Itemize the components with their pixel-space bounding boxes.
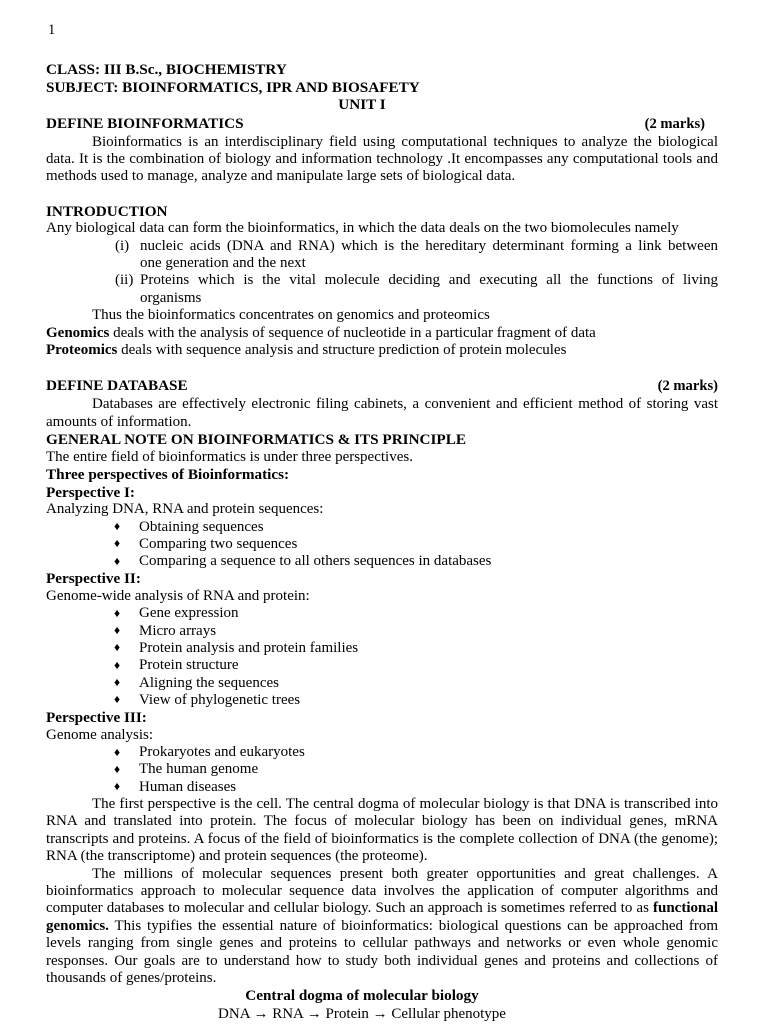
list-item	[46, 553, 718, 570]
perspective-3-subtitle: Genome analysis:	[46, 726, 154, 743]
perspective-2-title: Perspective II:	[46, 570, 141, 588]
list-item	[46, 640, 718, 657]
define-bioinformatics-heading: DEFINE BIOINFORMATICS	[46, 114, 244, 132]
diamond-bullet-icon: ♦	[114, 536, 121, 551]
roman-marker: (ii)	[115, 272, 134, 289]
diamond-bullet-icon: ♦	[114, 623, 121, 638]
roman-marker: (i)	[115, 237, 130, 254]
genomics-text: deals with the analysis of sequence of nucleotide in a particular fragment of data	[109, 324, 596, 341]
diamond-bullet-icon: ♦	[114, 657, 121, 672]
perspective-3-title: Perspective III:	[46, 709, 147, 727]
list-item-label: Gene expression	[139, 605, 239, 622]
genomics-label: Genomics	[46, 324, 110, 341]
roman-list-item	[46, 238, 718, 273]
list-item-label: Comparing a sequence to all others sequences in databases	[139, 553, 492, 570]
list-item-label: Human diseases	[139, 778, 237, 795]
define-bioinformatics-heading-row	[46, 114, 718, 134]
define-bioinformatics-body: Bioinformatics is an interdisciplinary field using computational techniques to analyze the biological data. It is the combination of biology and information technology .It encompasses any computational tools and methods used to manage, analyze and manipulate large sets of biological data.	[46, 133, 718, 185]
general-note-paragraph-1: The first perspective is the cell. The central dogma of molecular biology is that DNA is transcribed into RNA and translated into protein. The focus of molecular biology has been on individual genes, mRNA transcripts and proteins. A focus of the field of bioinformatics is the complete collection of DNA (the genome); RNA (the transcriptome) and protein sequences (the proteome).	[46, 795, 718, 865]
diamond-bullet-icon: ♦	[114, 675, 121, 690]
roman-text	[140, 272, 718, 307]
define-database-heading: DEFINE DATABASE	[46, 377, 188, 395]
perspective-1-title: Perspective I:	[46, 483, 135, 501]
define-database-heading-row	[46, 376, 718, 396]
roman-text	[140, 238, 718, 273]
list-item	[46, 779, 718, 796]
list-item-label: View of phylogenetic trees	[139, 691, 301, 708]
central-dogma-title: Central dogma of molecular biology	[245, 987, 479, 1005]
diamond-bullet-icon: ♦	[114, 605, 121, 620]
spacer	[46, 359, 718, 376]
list-item	[46, 761, 718, 778]
list-item	[46, 744, 718, 761]
document-body	[46, 61, 718, 1023]
class-line: CLASS: III B.Sc., BIOCHEMISTRY	[46, 61, 287, 78]
general-note-paragraph-2	[46, 866, 718, 988]
list-item-label: Comparing two sequences	[139, 535, 298, 552]
spacer	[46, 186, 718, 203]
page-number: 1	[48, 22, 56, 38]
roman-line: organisms	[140, 289, 202, 306]
list-item	[46, 605, 718, 622]
list-item-label: Aligning the sequences	[139, 674, 279, 691]
diamond-bullet-icon: ♦	[114, 519, 121, 534]
list-item-label: Micro arrays	[139, 622, 217, 639]
perspective-1-bullet-list	[46, 519, 718, 571]
list-item	[46, 623, 718, 640]
introduction-lead: Any biological data can form the bioinformatics, in which the data deals on the two biomolecules namely	[46, 220, 679, 237]
list-item-label: Protein structure	[139, 657, 239, 674]
general-note-intro: The entire field of bioinformatics is under three perspectives.	[46, 448, 413, 465]
three-perspectives-heading: Three perspectives of Bioinformatics:	[46, 466, 290, 484]
define-database-marks: (2 marks)	[657, 378, 718, 395]
paragraph-2-part-2: This typifies the essential nature of bioinformatics: biological questions can be approached from levels ranging from single genes and proteins to cellular pathways and networks or even whole genomic responses. Our goals are to understand how to study both individual genes and proteins and collections of thousands of genes/proteins.	[46, 917, 718, 987]
proteomics-text: deals with sequence analysis and structure prediction of protein molecules	[117, 342, 567, 359]
define-database-body: Databases are effectively electronic filing cabinets, a convenient and efficient method of storing vast amounts of information.	[46, 396, 718, 430]
introduction-heading: INTRODUCTION	[46, 202, 168, 220]
general-note-heading: GENERAL NOTE ON BIOINFORMATICS & ITS PRINCIPLE	[46, 431, 466, 449]
perspective-2-bullet-list	[46, 605, 718, 709]
roman-line: Proteins which is the vital molecule deciding and executing all the functions of living	[140, 272, 718, 289]
roman-list-item	[46, 272, 718, 307]
list-item-label: Obtaining sequences	[139, 518, 264, 535]
list-item-label: Prokaryotes and eukaryotes	[139, 744, 305, 761]
functional-genomics-term: functional genomics.	[46, 900, 718, 934]
paragraph-2-part-1: The millions of molecular sequences present both greater opportunities and great challenges. A bioinformatics approach to molecular sequence data involves the application of computer algorithms and computer databases to molecular and cellular biology. Such an approach is sometimes referred to as	[46, 865, 718, 917]
unit-line: UNIT I	[338, 96, 386, 113]
central-dogma-flow: DNA → RNA → Protein → Cellular phenotype	[218, 1006, 506, 1023]
list-item	[46, 519, 718, 536]
diamond-bullet-icon: ♦	[114, 692, 121, 707]
diamond-bullet-icon: ♦	[114, 779, 121, 794]
list-item-label: The human genome	[139, 761, 259, 778]
proteomics-line	[46, 342, 718, 359]
diamond-bullet-icon: ♦	[114, 761, 121, 776]
diamond-bullet-icon: ♦	[114, 553, 121, 568]
list-item-label: Protein analysis and protein families	[139, 639, 359, 656]
list-item	[46, 536, 718, 553]
subject-line: SUBJECT: BIOINFORMATICS, IPR AND BIOSAFETY	[46, 78, 420, 96]
introduction-thus-line: Thus the bioinformatics concentrates on genomics and proteomics	[92, 307, 490, 324]
list-item	[46, 692, 718, 709]
proteomics-label: Proteomics	[46, 342, 118, 359]
perspective-1-subtitle: Analyzing DNA, RNA and protein sequences:	[46, 501, 324, 518]
genomics-line	[46, 325, 718, 342]
roman-line: nucleic acids (DNA and RNA) which is the hereditary determinant forming a link between	[140, 237, 718, 254]
perspective-2-subtitle: Genome-wide analysis of RNA and protein:	[46, 587, 310, 604]
list-item	[46, 657, 718, 674]
define-bioinformatics-marks: (2 marks)	[644, 115, 705, 132]
roman-line: one generation and the next	[140, 255, 306, 272]
list-item	[46, 675, 718, 692]
perspective-3-bullet-list	[46, 744, 718, 796]
diamond-bullet-icon: ♦	[114, 640, 121, 655]
diamond-bullet-icon: ♦	[114, 744, 121, 759]
